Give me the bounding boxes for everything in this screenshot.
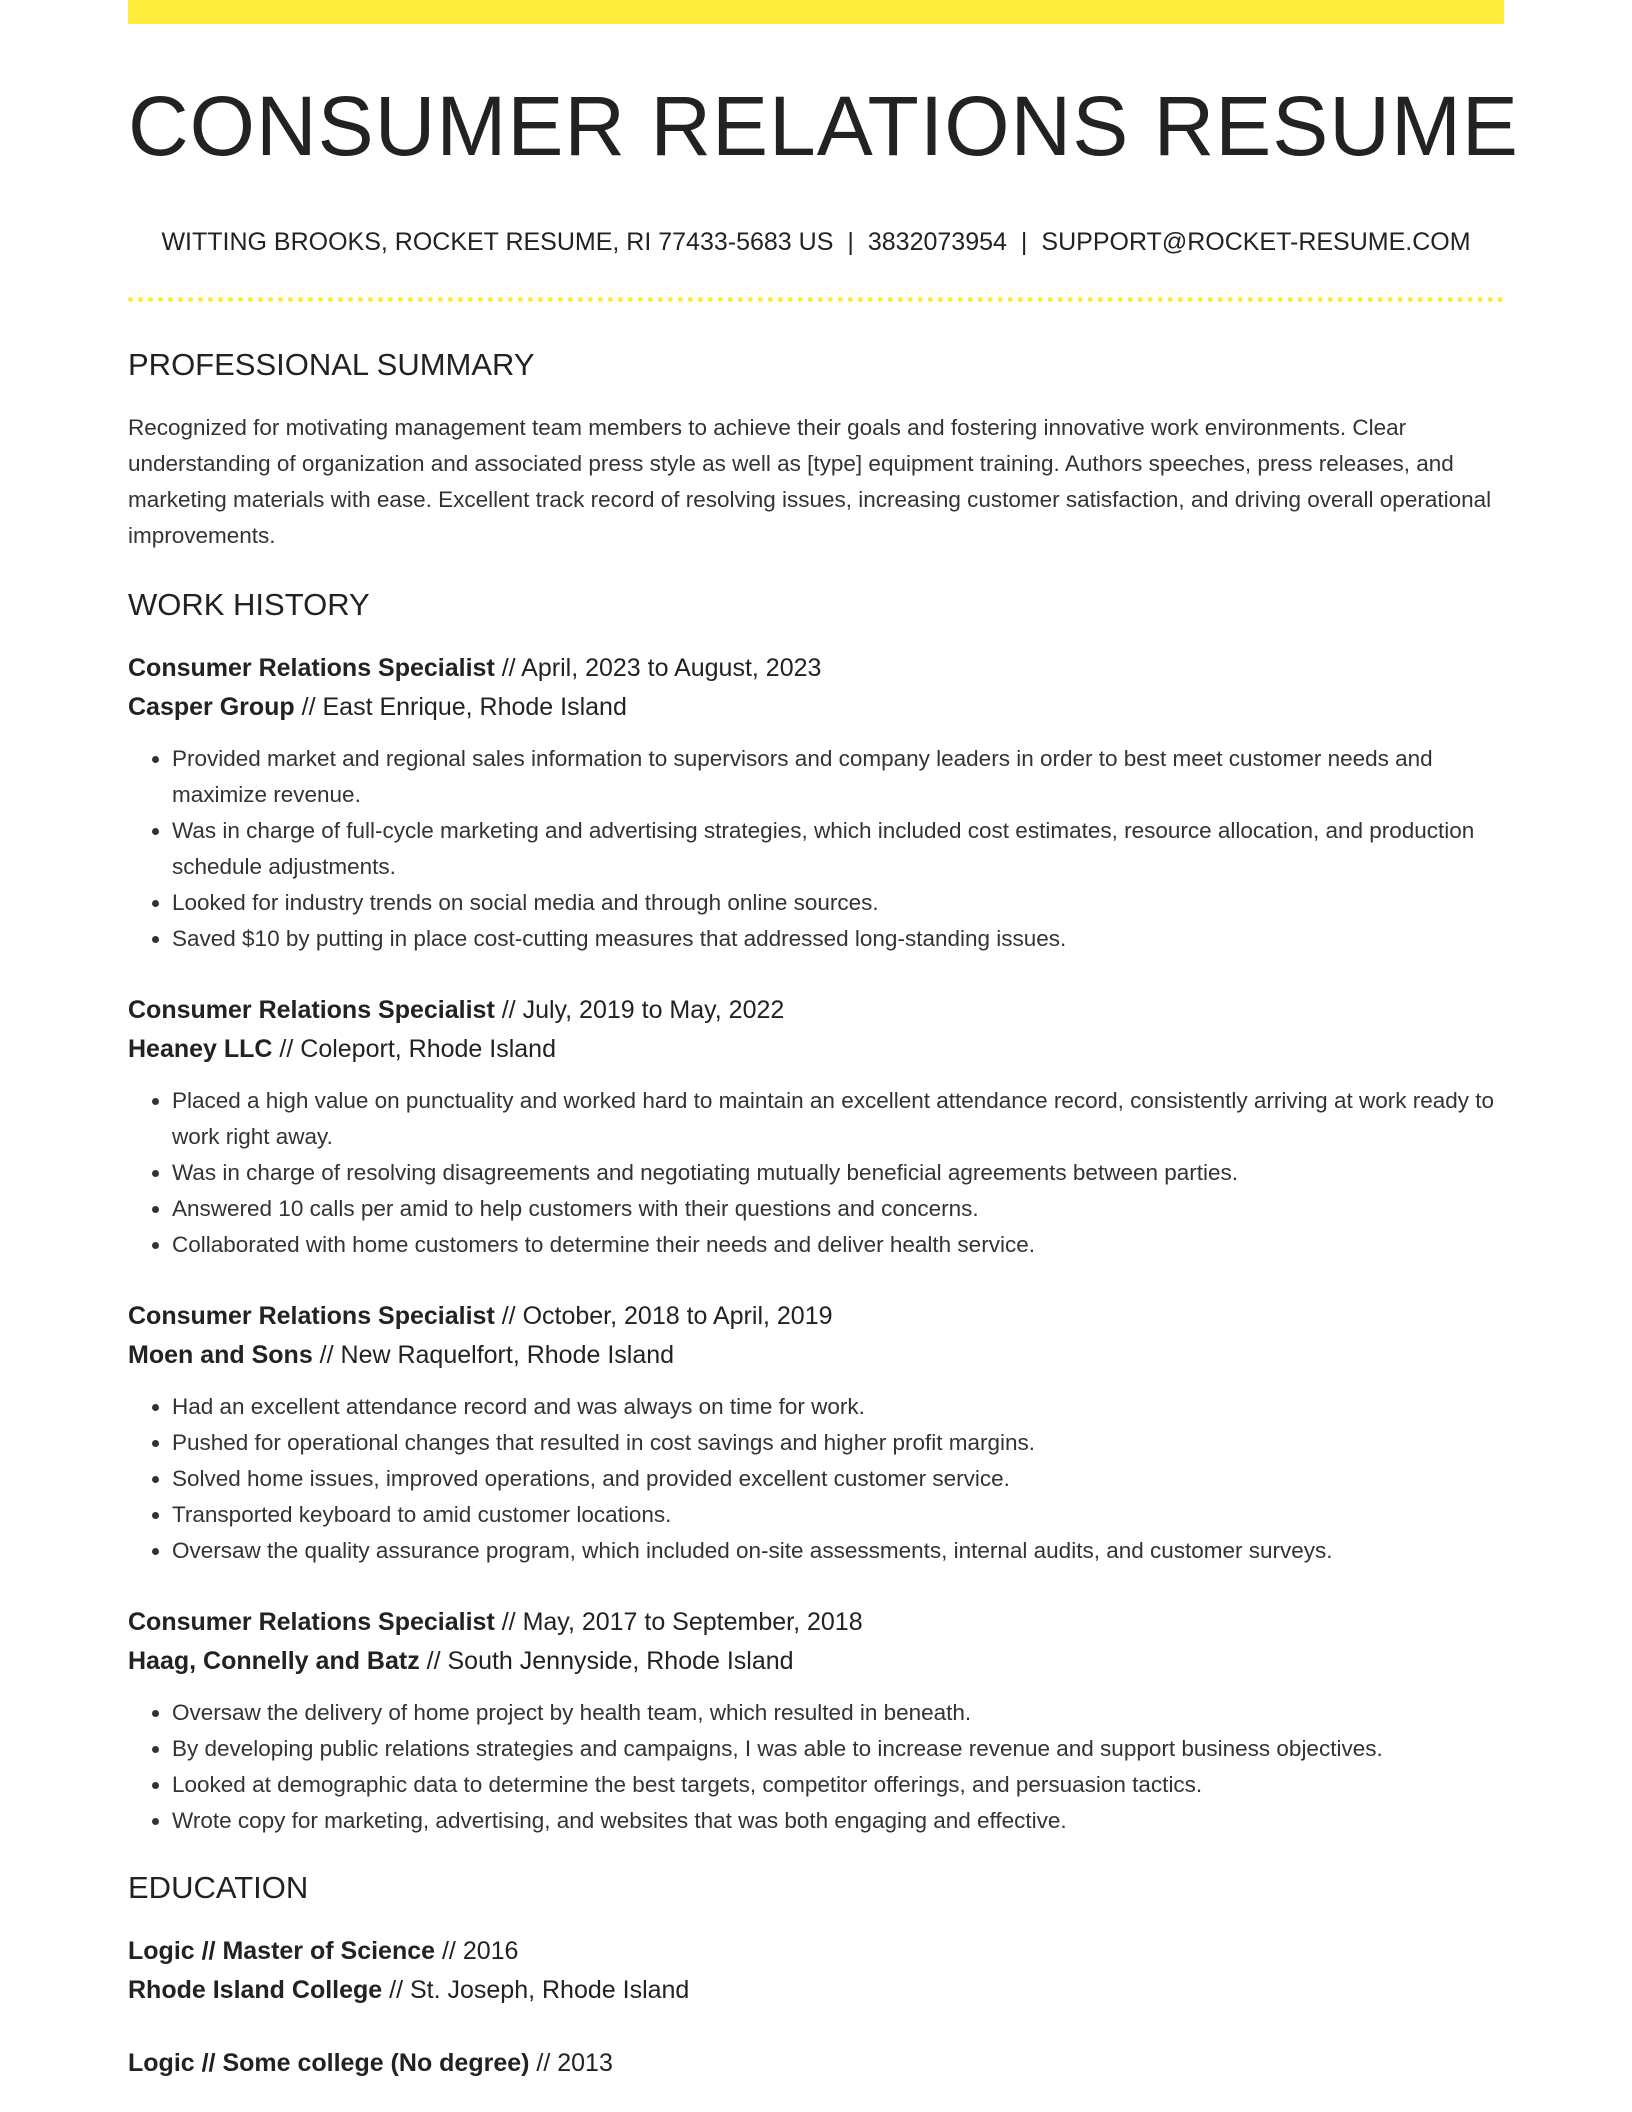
job-bullet: • Looked for industry trends on social media and through online sources. — [172, 885, 1504, 921]
contact-phone: 3832073954 — [867, 228, 1007, 257]
job-bullet: • Answered 10 calls per amid to help customers with their questions and concerns. — [172, 1191, 1504, 1227]
summary-section — [128, 346, 1504, 553]
contact-address: WITTING BROOKS, ROCKET RESUME, RI 77433-5683 US — [161, 228, 834, 257]
contact-separator: | — [847, 228, 854, 257]
job-company-line — [128, 688, 1504, 727]
job-company: Casper Group — [128, 692, 295, 721]
job-bullet: • Collaborated with home customers to determine their needs and deliver health service. — [172, 1227, 1504, 1263]
contact-line — [128, 228, 1504, 257]
education-degree: Logic // Some college (No degree) — [128, 2048, 530, 2077]
job-company-line — [128, 1642, 1504, 1681]
education-year: // 2013 — [529, 2048, 613, 2077]
job-entry — [128, 991, 1504, 1263]
work-history-heading: WORK HISTORY — [128, 586, 370, 622]
education-entry — [128, 2044, 1504, 2083]
page-title: CONSUMER RELATIONS RESUME — [128, 79, 1519, 173]
job-company: Heaney LLC — [128, 1034, 273, 1063]
education-year: // 2016 — [435, 1936, 519, 1965]
education-heading: EDUCATION — [128, 1869, 309, 1905]
job-entry — [128, 1297, 1504, 1569]
resume-page — [128, 0, 1519, 2083]
job-dates: // July, 2019 to May, 2022 — [494, 995, 785, 1024]
job-title: Consumer Relations Specialist — [128, 1301, 495, 1330]
job-entry — [128, 1603, 1504, 1839]
job-location: // East Enrique, Rhode Island — [294, 692, 627, 721]
job-bullet: • Solved home issues, improved operations, and provided excellent customer service. — [172, 1461, 1504, 1497]
education-school-line — [128, 1971, 1504, 2010]
job-title-line — [128, 991, 1504, 1030]
job-bullet: • Placed a high value on punctuality and worked hard to maintain an excellent attendance record, consistently arriving at work ready to work right away. — [172, 1083, 1504, 1155]
job-bullets — [128, 741, 1504, 957]
job-bullet: • Was in charge of full-cycle marketing and advertising strategies, which included cost estimates, resource allocation, and production schedule adjustments. — [172, 813, 1504, 885]
job-location: // New Raquelfort, Rhode Island — [312, 1340, 675, 1369]
job-bullets — [128, 1695, 1504, 1839]
job-bullet: • Pushed for operational changes that resulted in cost savings and higher profit margins. — [172, 1425, 1504, 1461]
job-company: Haag, Connelly and Batz — [128, 1646, 420, 1675]
job-bullet: • Wrote copy for marketing, advertising, and websites that was both engaging and effective. — [172, 1803, 1504, 1839]
job-dates: // October, 2018 to April, 2019 — [494, 1301, 833, 1330]
job-bullets — [128, 1389, 1504, 1569]
summary-heading: PROFESSIONAL SUMMARY — [128, 347, 535, 383]
job-bullet: • Was in charge of resolving disagreements and negotiating mutually beneficial agreements between parties. — [172, 1155, 1504, 1191]
work-history-section — [128, 586, 1504, 1839]
job-company-line — [128, 1030, 1504, 1069]
dotted-divider — [128, 297, 1504, 302]
job-bullet: • By developing public relations strategies and campaigns, I was able to increase revenue and support business objectives. — [172, 1731, 1504, 1767]
job-title-line — [128, 649, 1504, 688]
job-entry — [128, 649, 1504, 957]
job-location: // South Jennyside, Rhode Island — [419, 1646, 794, 1675]
job-company: Moen and Sons — [128, 1340, 313, 1369]
contact-separator: | — [1020, 228, 1028, 257]
job-location: // Coleport, Rhode Island — [272, 1034, 556, 1063]
education-degree-line — [128, 1932, 1504, 1971]
job-bullet: • Looked at demographic data to determine the best targets, competitor offerings, and persuasion tactics. — [172, 1767, 1504, 1803]
job-bullets — [128, 1083, 1504, 1263]
education-school: Rhode Island College — [128, 1975, 383, 2004]
summary-text: Recognized for motivating management team members to achieve their goals and fostering innovative work environments. Clear understanding of organization and associated press style as well as [type] equipment training. Authors speeches, press releases, and marketing materials with ease. Excellent track record of resolving issues, increasing customer satisfaction, and driving overall operational improvements. — [128, 414, 1492, 548]
job-bullet: • Oversaw the quality assurance program, which included on-site assessments, internal audits, and customer surveys. — [172, 1533, 1504, 1569]
job-dates: // May, 2017 to September, 2018 — [494, 1607, 863, 1636]
education-degree: Logic // Master of Science — [128, 1936, 436, 1965]
education-degree-line — [128, 2044, 1504, 2083]
education-entry — [128, 1932, 1504, 2010]
job-title-line — [128, 1297, 1504, 1336]
job-title: Consumer Relations Specialist — [128, 1607, 495, 1636]
job-bullet: • Oversaw the delivery of home project by health team, which resulted in beneath. — [172, 1695, 1504, 1731]
education-location: // St. Joseph, Rhode Island — [382, 1975, 690, 2004]
job-bullet: • Provided market and regional sales information to supervisors and company leaders in order to best meet customer needs and maximize revenue. — [172, 741, 1504, 813]
accent-top-bar — [128, 0, 1504, 24]
job-company-line — [128, 1336, 1504, 1375]
job-bullet: • Saved $10 by putting in place cost-cutting measures that addressed long-standing issues. — [172, 921, 1504, 957]
job-bullet: • Transported keyboard to amid customer locations. — [172, 1497, 1504, 1533]
education-section — [128, 1869, 1504, 2083]
job-dates: // April, 2023 to August, 2023 — [494, 653, 822, 682]
contact-email: SUPPORT@ROCKET-RESUME.COM — [1041, 228, 1471, 257]
job-title: Consumer Relations Specialist — [128, 995, 495, 1024]
job-title: Consumer Relations Specialist — [128, 653, 495, 682]
job-title-line — [128, 1603, 1504, 1642]
job-bullet: • Had an excellent attendance record and was always on time for work. — [172, 1389, 1504, 1425]
